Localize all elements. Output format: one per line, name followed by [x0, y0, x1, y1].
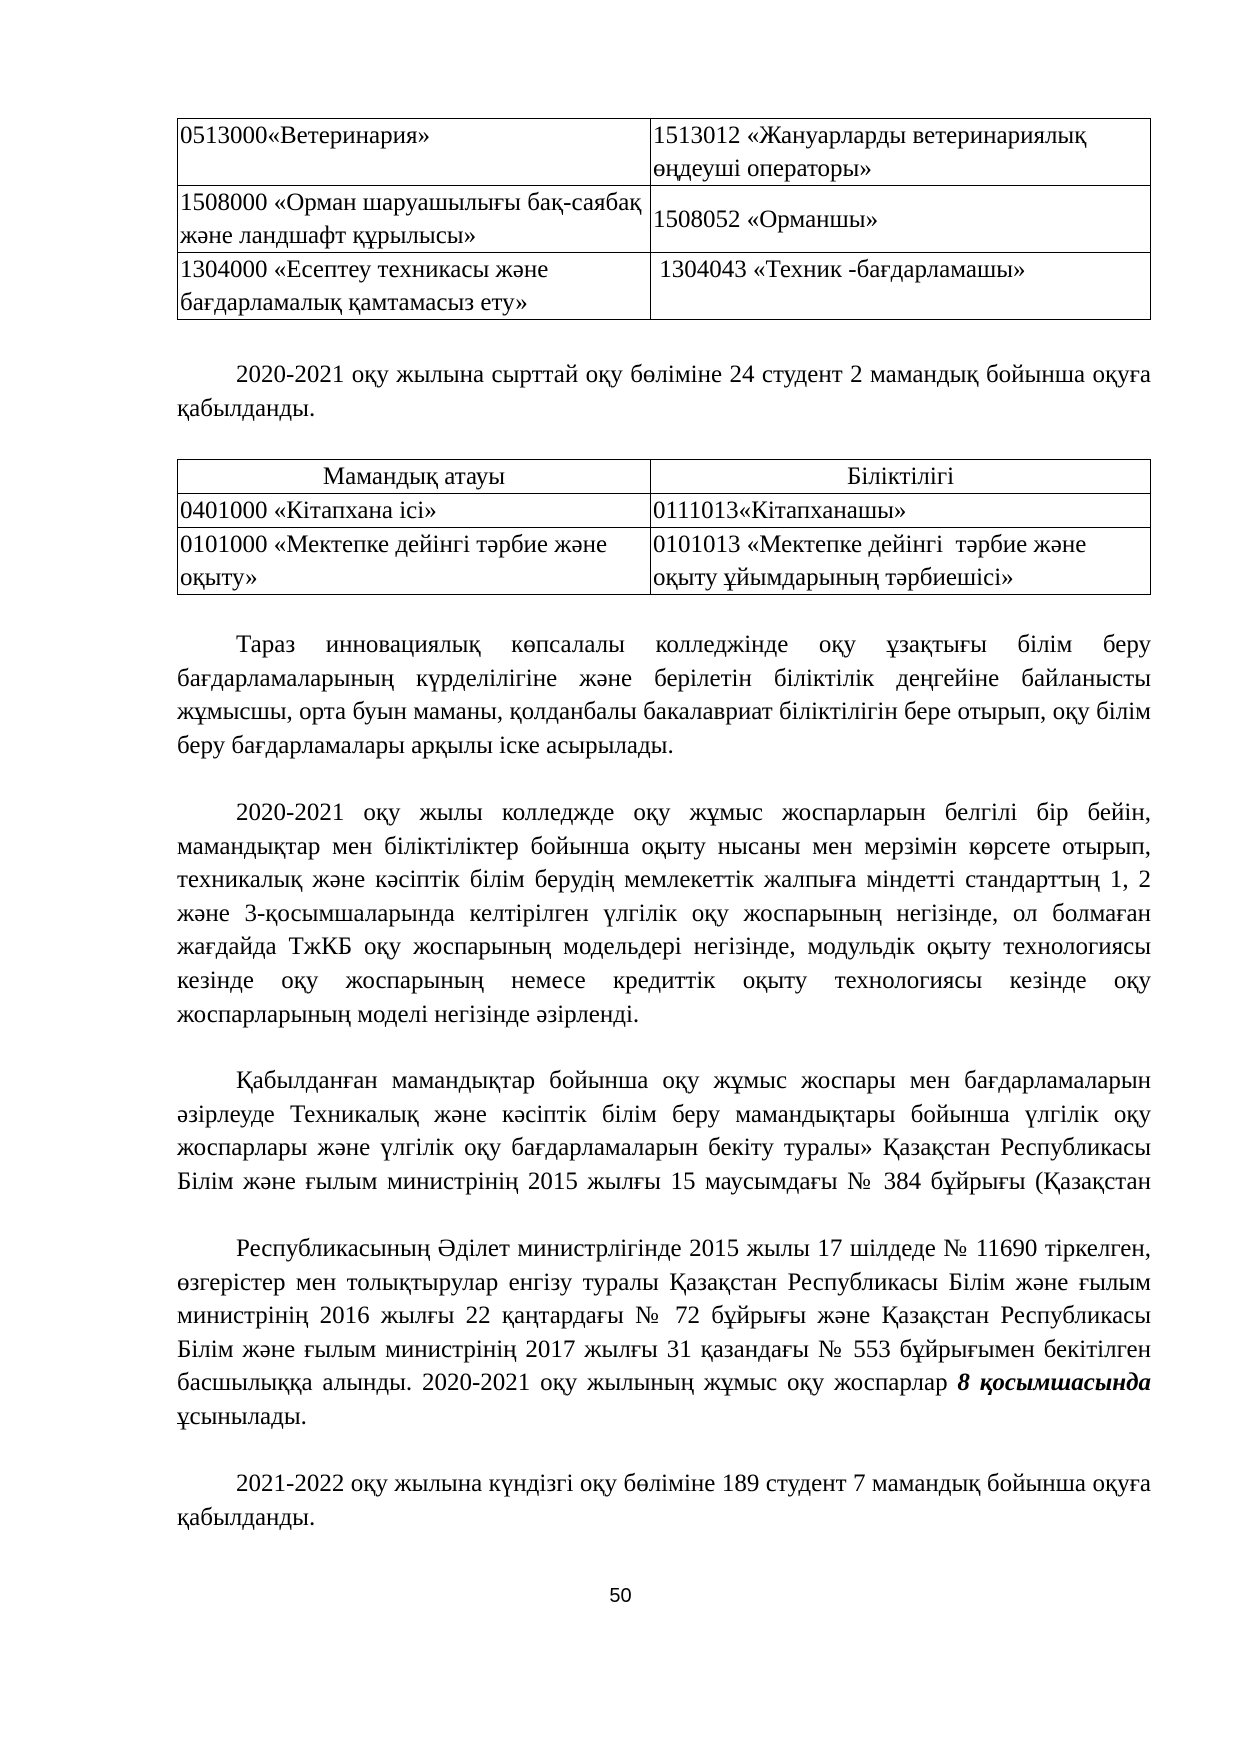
qualification-cell: 1508052 «Орманшы» [651, 186, 1151, 253]
paragraph [177, 1232, 1151, 1434]
table-row [178, 253, 1151, 320]
qualification-cell: 0111013«Кітапханашы» [651, 494, 1151, 528]
paragraph: 2020-2021 оқу жылына сырттай оқу бөліміне 24 студент 2 мамандық бойынша оқуға қабылданды. [177, 361, 1151, 422]
paragraph-text: Республикасының Әділет министрлігінде 2015 жылы 17 шілдеде № 11690 тіркелген, өзгерістер мен толықтырулар енгізу туралы Қазақстан Республикасы Білім және ғылым министрінің 2016 жылғы 22 қаңтардағы № 72 бұйрығы және Қазақстан Республикасы Білім және ғылым министрінің 2017 жылғы 31 қазандағы № 553 бұйрығымен бекітілген басшылыққа алынды. 2020-2021 оқу жылының жұмыс оқу жоспарлар [177, 1235, 1151, 1397]
specialty-cell: 0101000 «Мектепке дейінгі тәрбие және оқыту» [178, 528, 651, 595]
column-header: Мамандық атауы [178, 460, 651, 494]
paragraph: 2020-2021 оқу жылы колледжде оқу жұмыс жоспарларын белгілі бір бейін, мамандықтар мен біліктіліктер бойынша оқыту нысаны мен мерзімін көрсете отырып, техникалық және кәсіптік білім берудің мемлекеттік жалпыға міндетті стандарттың 1, 2 және 3-қосымшаларында келтірілген үлгілік оқу жоспарының негізінде, ол болмаған жағдайда ТжКБ оқу жоспарының модельдері негізінде, модульдік оқыту технологиясы кезінде оқу жоспарының немесе кредиттік оқыту технологиясы кезінде оқу жоспарларының моделі негізінде әзірленді. [177, 799, 1151, 1028]
specialty-cell: 1304000 «Есептеу техникасы және бағдарламалық қамтамасыз ету» [178, 253, 651, 320]
column-header: Біліктілігі [651, 460, 1151, 494]
table-row [178, 528, 1151, 595]
qualification-cell: 1513012 «Жануарларды ветеринариялық өңдеуші операторы» [651, 119, 1151, 186]
page-number: 50 [609, 1585, 632, 1607]
paragraph: Тараз инновациялық көпсалалы колледжінде оқу ұзақтығы білім беру бағдарламаларының күрделілігіне және берілетін біліктілік деңгейіне байланысты жұмысшы, орта буын маманы, қолданбалы бакалавриат біліктілігін бере отырып, оқу білім беру бағдарламалары арқылы іске асырылады. [177, 631, 1151, 759]
table-row [178, 494, 1151, 528]
qualification-cell: 1304043 «Техник -бағдарламашы» [651, 253, 1151, 320]
specialties-table-1 [177, 118, 1151, 320]
table-row [178, 119, 1151, 186]
qualification-cell: 0101013 «Мектепке дейінгі тәрбие және оқыту ұйымдарының тәрбиешісі» [651, 528, 1151, 595]
paragraph: 2021-2022 оқу жылына күндізгі оқу бөліміне 189 студент 7 мамандық бойынша оқуға қабылданды. [177, 1470, 1151, 1531]
specialty-cell: 0513000«Ветеринария» [178, 119, 651, 186]
appendix-reference: 8 қосымшасында [957, 1369, 1151, 1397]
table-header-row [178, 460, 1151, 494]
specialties-table-2 [177, 459, 1151, 595]
specialty-cell: 0401000 «Кітапхана ісі» [178, 494, 651, 528]
specialty-cell: 1508000 «Орман шаруашылығы бақ-саябақ және ландшафт құрылысы» [178, 186, 651, 253]
table-row [178, 186, 1151, 253]
paragraph: Қабылданған мамандықтар бойынша оқу жұмыс жоспары мен бағдарламаларын әзірлеуде Техникалық және кәсіптік білім беру мамандықтары бойынша үлгілік оқу жоспарлары және үлгілік оқу бағдарламаларын бекіту туралы» Қазақстан Республикасы Білім және ғылым министрінің 2015 жылғы 15 маусымдағы № 384 бұйрығы (Қазақстан [177, 1067, 1151, 1195]
paragraph-tail: ұсынылады. [177, 1402, 307, 1430]
